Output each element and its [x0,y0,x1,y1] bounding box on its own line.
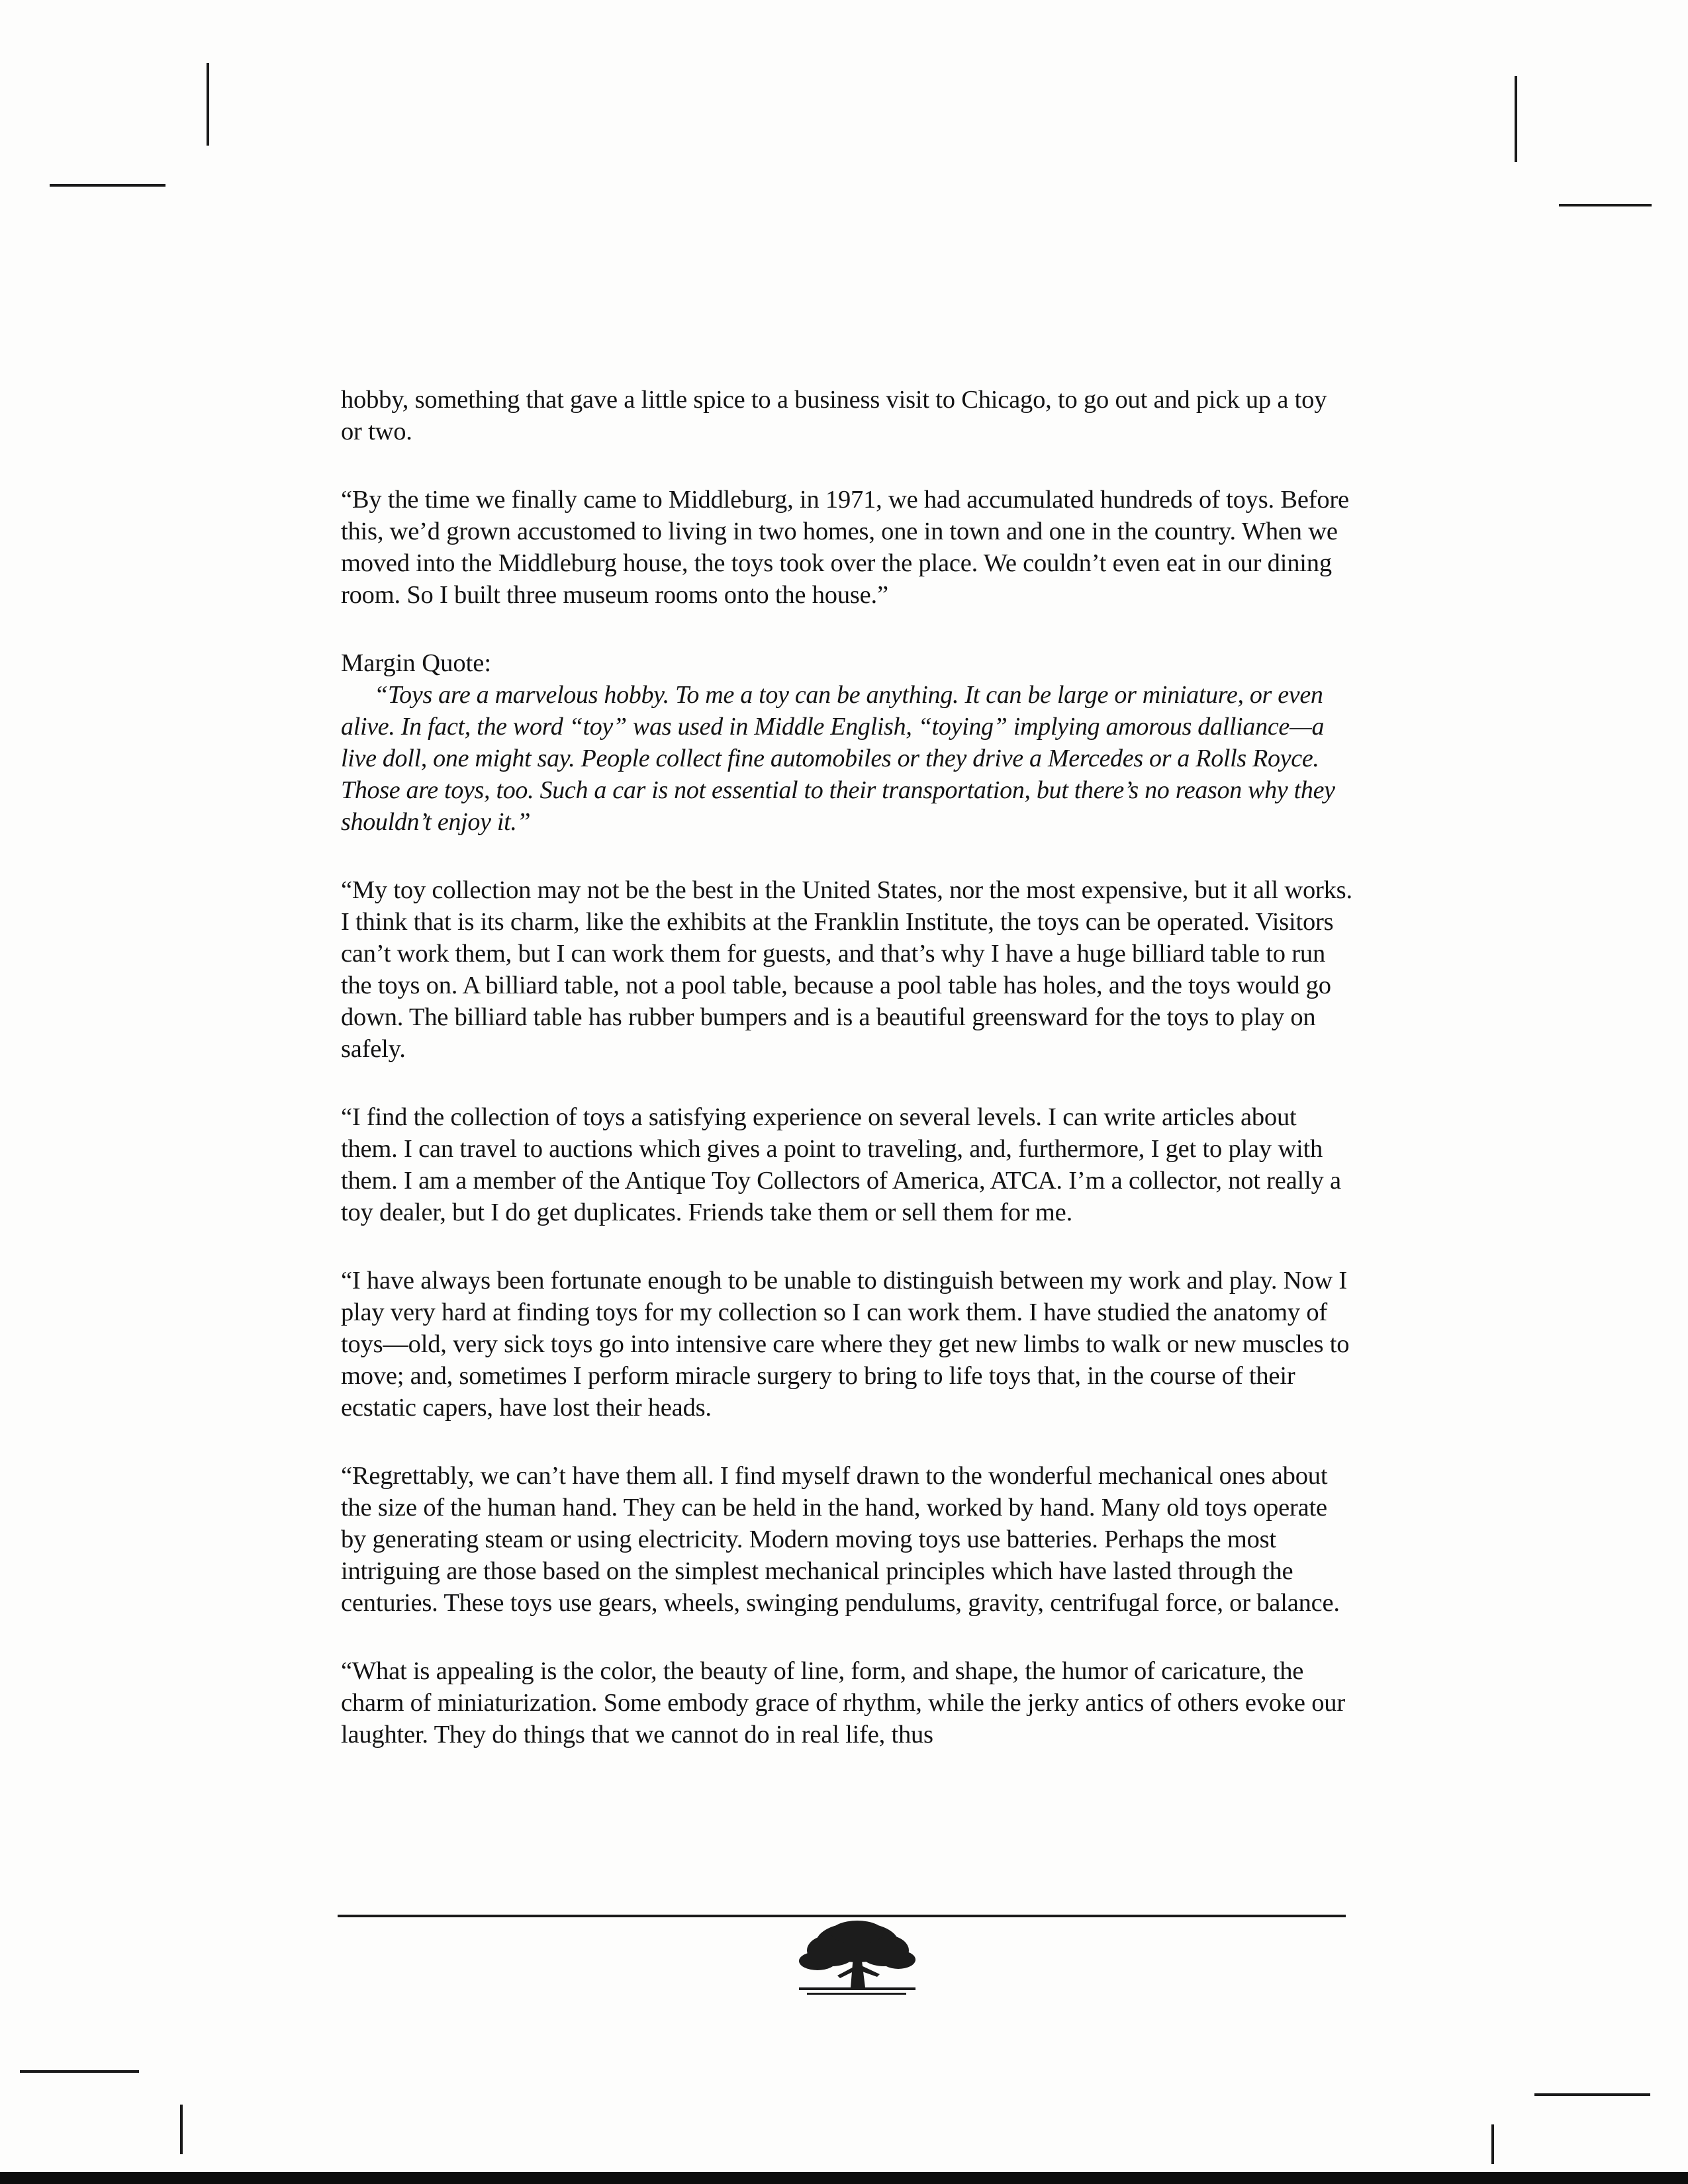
paragraph-7: “What is appealing is the color, the beauty of line, form, and shape, the humor of caricature, the charm of miniaturization. Some embody grace of rhythm, while the jerky antics of others evoke our laughter. They do things that we cannot do in real life, thus [341,1657,1345,1749]
scan-edge-band [0,2172,1688,2184]
crop-mark-bottom-left-vertical [180,2105,183,2154]
paragraph-6: “Regrettably, we can’t have them all. I find myself drawn to the wonderful mechanical ones about the size of the human hand. They can be held in the hand, worked by hand. Many old toys operate by generating steam or using electricity. Modern moving toys use batteries. Perhaps the most intriguing are those based on the simplest mechanical principles which have lasted through the centuries. These toys use gears, wheels, swinging pendulums, gravity, centrifugal force, or balance. [341,1462,1340,1617]
crop-mark-bottom-right-vertical [1491,2124,1494,2164]
crop-mark-top-right-horizontal [1559,204,1652,206]
crop-mark-top-left-vertical [207,63,209,146]
crop-mark-bottom-left-horizontal [20,2070,139,2073]
paragraph-3: “My toy collection may not be the best in the United States, nor the most expensive, but it all works. I think that is its charm, like the exhibits at the Franklin Institute, the toys can be operated. Visitors can’t work them, but I can work them for guests, and that’s why I have a huge billiard table to run the toys on. A billiard table, not a pool table, because a pool table has holes, and the toys would go down. The billiard table has rubber bumpers and is a beautiful greensward for the toys to play on safely. [341,876,1352,1063]
margin-quote [341,647,1354,838]
paragraph-5: “I have always been fortunate enough to be unable to distinguish between my work and play. Now I play very hard at finding toys for my collection so I can work them. I have studied the anatomy of toys—old, very sick toys go into intensive care where they get new limbs to walk or new muscles to move; and, sometimes I perform miracle surgery to bring to life toys that, in the course of their ecstatic capers, have lost their heads. [341,1267,1350,1422]
paragraph-1: hobby, something that gave a little spice to a business visit to Chicago, to go out and pick up a toy or two. [341,386,1327,445]
crop-mark-top-left-horizontal [50,184,165,187]
paragraph-4: “I find the collection of toys a satisfying experience on several levels. I can write articles about them. I can travel to auctions which gives a point to traveling, and, furthermore, I get to play with them. I am a member of the Antique Toy Collectors of America, ATCA. I’m a collector, not really a toy dealer, but I do get duplicates. Friends take them or sell them for me. [341,1103,1341,1226]
crop-mark-bottom-right-horizontal [1534,2093,1650,2096]
oak-tree-icon [791,1909,923,2009]
crop-mark-top-right-vertical [1515,76,1517,162]
margin-quote-label: Margin Quote: [341,649,492,677]
paragraph-2: “By the time we finally came to Middleburg, in 1971, we had accumulated hundreds of toys. Before this, we’d grown accustomed to living in two homes, one in town and one in the country. When we moved into the Middleburg house, the toys took over the place. We couldn’t even eat in our dining room. So I built three museum rooms onto the house.” [341,486,1349,609]
document-body [341,384,1354,1751]
margin-quote-text: “Toys are a marvelous hobby. To me a toy can be anything. It can be large or miniature, or even alive. In fact, the word “toy” was used in Middle English, “toying” implying amorous dalliance—a live doll, one might say. People collect fine automobiles or they drive a Mercedes or a Rolls Royce. Those are toys, too. Such a car is not essential to their transportation, but there’s no reason why they shouldn’t enjoy it.” [341,681,1335,836]
